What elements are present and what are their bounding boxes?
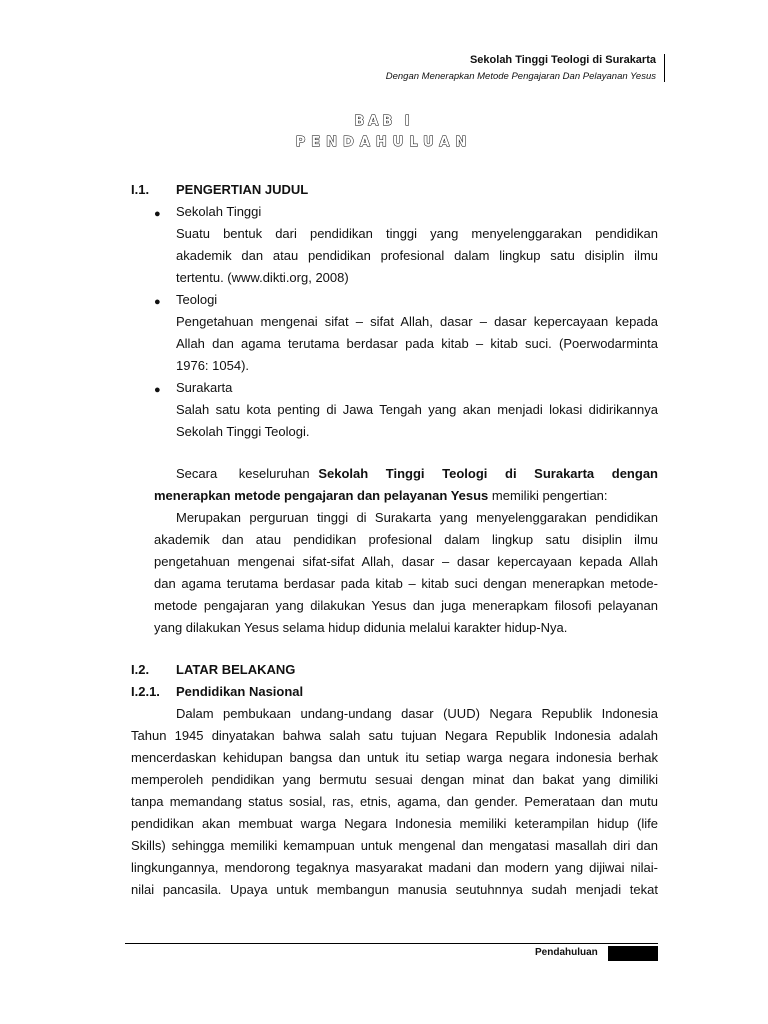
subsection-title: Pendidikan Nasional <box>176 684 304 699</box>
definition-line: Allah dan agama terutama berdasar pada kitab – kitab suci. (Poerwodarminta <box>176 336 658 351</box>
definition-line: Pengetahuan mengenai sifat – sifat Allah, dasar – dasar kepercayaan kepada <box>176 314 658 329</box>
summary-line-2 <box>154 485 608 507</box>
section-1-title: PENGERTIAN JUDUL <box>176 182 309 197</box>
header-divider <box>664 54 665 82</box>
subsection-number: I.2.1. <box>131 684 160 699</box>
bullet-icon: ● <box>154 384 161 396</box>
header-subtitle: Dengan Menerapkan Metode Pengajaran Dan Pelayanan Yesus <box>385 71 656 82</box>
definition-line: akademik dan atau pendidikan profesional dalam lingkup satu disiplin ilmu <box>176 248 658 263</box>
paragraph-line: memperoleh pendidikan yang bermutu sesuai dengan minat dan bakat yang dimiliki <box>131 772 658 787</box>
paragraph-line: nilai pancasila. Upaya untuk membangun manusia seutuhnnya sudah menjadi tekat <box>131 882 658 897</box>
paragraph-line: metode pengajaran yang dilakukan Yesus dan juga menerapkam filosofi pelayanan <box>154 598 658 613</box>
section-2-title: LATAR BELAKANG <box>176 662 296 677</box>
section-1-number: I.1. <box>131 182 150 197</box>
definition-line: Sekolah Tinggi Teologi. <box>176 424 310 439</box>
chapter-title: PENDAHULUAN <box>295 135 473 150</box>
summary-end: memiliki pengertian: <box>491 488 608 503</box>
section-2-number: I.2. <box>131 662 150 677</box>
paragraph-line: pengetahuan mengenai sifat-sifat Allah, dasar – dasar kepercayaan kepada Allah <box>154 554 658 569</box>
paragraph-line: Merupakan perguruan tinggi di Surakarta yang menyelenggarakan pendidikan <box>176 510 658 525</box>
summary-bold: menerapkan metode pengajaran dan pelayanan Yesus <box>154 488 489 503</box>
footer-label: Pendahuluan <box>535 947 598 958</box>
header-title: Sekolah Tinggi Teologi di Surakarta <box>469 54 656 66</box>
paragraph-line: pendidikan akan membuat warga Negara Indonesia memiliki keterampilan hidup (life <box>131 816 658 831</box>
paragraph-line: lingkungannya, mendorong tegaknya masyarakat madani dan modern yang dijiwai nilai- <box>131 860 658 875</box>
footer-page-box <box>608 946 658 961</box>
summary-intro: Secara keseluruhan <box>176 466 310 481</box>
footer-divider <box>125 943 658 944</box>
definition-line: 1976: 1054). <box>176 358 250 373</box>
term-sekolah-tinggi: Sekolah Tinggi <box>176 204 262 219</box>
definition-line: Suatu bentuk dari pendidikan tinggi yang menyelenggarakan pendidikan <box>176 226 658 241</box>
paragraph-line: Skills) sehingga memiliki kemampuan untuk mengenal dan mengatasi masallah diri dan <box>131 838 658 853</box>
chapter-label: BAB I <box>354 114 414 129</box>
summary-line-1 <box>176 463 658 485</box>
paragraph-line: dan agama terutama berdasar pada kitab – kitab suci dengan menerapkan metode- <box>154 576 658 591</box>
paragraph-line: mencerdaskan kehidupan bangsa dan untuk itu setiap warga negara indonesia berhak <box>131 750 658 765</box>
paragraph-line: tanpa memandang status sosial, ras, etnis, agama, dan gender. Pemerataan dan mutu <box>131 794 658 809</box>
bullet-icon: ● <box>154 296 161 308</box>
term-teologi: Teologi <box>176 292 218 307</box>
paragraph-line: Dalam pembukaan undang-undang dasar (UUD) Negara Republik Indonesia <box>176 706 658 721</box>
definition-line: Salah satu kota penting di Jawa Tengah yang akan menjadi lokasi didirikannya <box>176 402 658 417</box>
paragraph-line: akademik dan atau pendidikan profesional dalam lingkup satu disiplin ilmu <box>154 532 658 547</box>
summary-bold: Sekolah Tinggi Teologi di Surakarta dengan <box>318 466 658 481</box>
term-surakarta: Surakarta <box>176 380 233 395</box>
paragraph-line: Tahun 1945 dinyatakan bahwa salah satu tujuan Negara Republik Indonesia adalah <box>131 728 658 743</box>
paragraph-line: yang dilakukan Yesus selama hidup didunia melalui karakter hidup-Nya. <box>154 620 568 635</box>
bullet-icon: ● <box>154 208 161 220</box>
definition-line: tertentu. (www.dikti.org, 2008) <box>176 270 349 285</box>
